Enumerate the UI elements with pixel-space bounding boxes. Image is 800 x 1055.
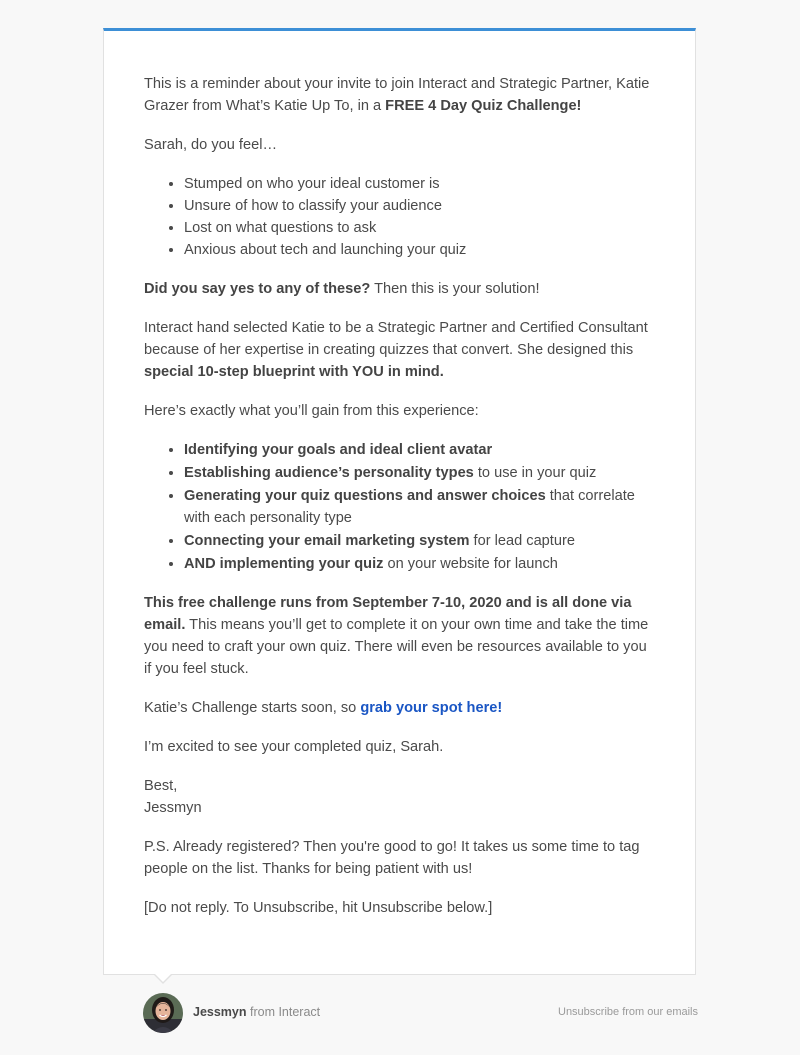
feelings-list bbox=[144, 173, 655, 261]
solution-paragraph: Did you say yes to any of these? Then this is your solution! bbox=[144, 281, 540, 297]
partner-paragraph: Interact hand selected Katie to be a Strategic Partner and Certified Consultant because of her expertise in creating quizzes that convert. She designed this special 10-step blueprint with YOU in mind. bbox=[144, 320, 648, 380]
question-paragraph: Sarah, do you feel… bbox=[144, 137, 278, 153]
cta-paragraph: Katie’s Challenge starts soon, so grab your spot here! bbox=[144, 700, 503, 716]
list-item: • Lost on what questions to ask bbox=[184, 217, 655, 239]
list-item: • Connecting your email marketing system for lead capture bbox=[184, 530, 655, 552]
list-item: • Identifying your goals and ideal client avatar bbox=[184, 439, 655, 461]
list-item: • Anxious about tech and launching your quiz bbox=[184, 239, 655, 261]
intro-paragraph: This is a reminder about your invite to join Interact and Strategic Partner, Katie Grazer from What’s Katie Up To, in a FREE 4 Day Quiz Challenge! bbox=[144, 76, 650, 114]
list-item: • AND implementing your quiz on your website for launch bbox=[184, 553, 655, 575]
list-item: • Stumped on who your ideal customer is bbox=[184, 173, 655, 195]
noreply-notice: [Do not reply. To Unsubscribe, hit Unsubscribe below.] bbox=[144, 900, 493, 916]
avatar bbox=[143, 993, 183, 1033]
grab-spot-link[interactable]: grab your spot here! bbox=[360, 700, 503, 716]
ps-paragraph: P.S. Already registered? Then you're good to go! It takes us some time to tag people on the list. Thanks for being patient with us! bbox=[144, 839, 640, 877]
sender-from: from Interact bbox=[246, 1005, 321, 1019]
sender-line bbox=[193, 1005, 320, 1019]
email-card bbox=[103, 28, 696, 975]
signoff: Best, bbox=[144, 778, 178, 794]
signature-block bbox=[144, 775, 655, 819]
signature-name: Jessmyn bbox=[144, 800, 202, 816]
gain-intro: Here’s exactly what you’ll gain from this experience: bbox=[144, 403, 479, 419]
gains-list bbox=[144, 439, 655, 575]
dates-paragraph: This free challenge runs from September 7-10, 2020 and is all done via email. This means you’ll get to complete it on your own time and take the time you need to craft your own quiz. There will even be resources available to you if you feel stuck. bbox=[144, 595, 649, 677]
list-item: • Unsure of how to classify your audience bbox=[184, 195, 655, 217]
list-item: • Establishing audience’s personality types to use in your quiz bbox=[184, 462, 655, 484]
sender-name: Jessmyn bbox=[193, 1005, 247, 1019]
list-item: • Generating your quiz questions and answer choices that correlate with each personality type bbox=[184, 485, 655, 529]
unsubscribe-link[interactable]: Unsubscribe from our emails bbox=[558, 1006, 698, 1018]
email-footer bbox=[143, 993, 698, 1033]
excited-paragraph: I’m excited to see your completed quiz, Sarah. bbox=[144, 739, 444, 755]
card-pointer bbox=[153, 974, 173, 984]
